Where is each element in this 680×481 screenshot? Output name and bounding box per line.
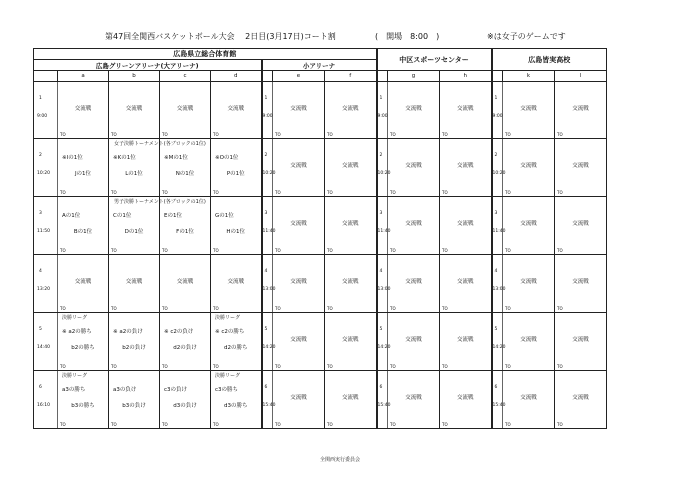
court-e: e: [273, 71, 325, 82]
game-cell: 交流戦 TO: [160, 255, 211, 313]
game-cell: Gの1位 Hの1位 TO: [211, 197, 262, 255]
game-cell: 交流戦 TO: [440, 371, 492, 429]
court-h: h: [440, 71, 492, 82]
game-cell: 交流戦 TO: [211, 82, 262, 139]
game-cell: 交流戦 TO: [388, 371, 440, 429]
footer-committee: 全関西実行委員会: [319, 457, 360, 463]
game-cell: 交流戦 TO: [58, 255, 109, 313]
game-cell: 交流戦 TO: [388, 197, 440, 255]
game-cell: 交流戦 TO: [503, 82, 555, 139]
game-cell: 交流戦 TO: [273, 82, 325, 139]
game-cell: 決勝リーグ a3の勝ち b3の勝ち TO: [58, 371, 109, 429]
slot-row-3: 3 11:50 男子決勝トーナメント(各ブロックの1位) Aの1位 Bの1位 TO Cの1位 Dの1位 TO Eの1位 Fの1位 TO Gの1位 Hの1位 TO 3 11:40 交流戦 TO 交流戦 TO 3 11:40 交流戦 TO 交流戦 TO 3 11:40 交流戦 TO 交流戦 TO: [34, 197, 607, 255]
game-cell: 交流戦 TO: [325, 255, 377, 313]
game-cell: 交流戦 TO: [440, 82, 492, 139]
game-cell: 男子決勝トーナメント(各ブロックの1位) Aの1位 Bの1位 TO: [58, 197, 109, 255]
game-cell: 交流戦 TO: [555, 139, 607, 197]
slot-row-5: 5 14:40 決勝リーグ ※ a2の勝ち b2の勝ち TO ※ a2の負け b2の負け TO ※ c2の負け d2の負け TO 決勝リーグ ※ c2の勝ち d2の勝ち TO 5 14:20 交流戦 TO 交流戦 TO 5 14:20 交流戦 TO 交流戦 TO 5 14:20 交流戦 TO 交流戦 TO: [34, 313, 607, 371]
game-cell: 交流戦 TO: [555, 82, 607, 139]
court-l: l: [555, 71, 607, 82]
game-cell: 交流戦 TO: [503, 313, 555, 371]
game-cell: 交流戦 TO: [273, 371, 325, 429]
women-note: ※は女子のゲームです: [487, 32, 566, 41]
game-cell: 交流戦 TO: [58, 82, 109, 139]
game-cell: 交流戦 TO: [503, 371, 555, 429]
game-cell: 女子決勝トーナメント(各ブロックの1位) ※Iの1位 Jの1位 TO: [58, 139, 109, 197]
game-cell: 交流戦 TO: [503, 139, 555, 197]
court-g: g: [388, 71, 440, 82]
court-f: f: [325, 71, 377, 82]
opening-time: ( 開場 8:00 ): [375, 32, 440, 41]
game-cell: 交流戦 TO: [555, 313, 607, 371]
venue-minatogawa: 広島皆実高校: [492, 49, 607, 71]
game-cell: 交流戦 TO: [325, 371, 377, 429]
game-cell: 交流戦 TO: [109, 82, 160, 139]
slot-row-4: 4 13:20 交流戦 TO 交流戦 TO 交流戦 TO 交流戦 TO 4 13:00 交流戦 TO 交流戦 TO 4 13:00 交流戦 TO 交流戦 TO 4 13:00 交流戦 TO 交流戦 TO: [34, 255, 607, 313]
game-cell: ※Kの1位 Lの1位 TO: [109, 139, 160, 197]
final-league-label: 決勝リーグ: [215, 373, 241, 379]
game-cell: 交流戦 TO: [388, 313, 440, 371]
game-cell: ※ c2の負け d2の負け TO: [160, 313, 211, 371]
women-tournament-band: 女子決勝トーナメント(各ブロックの1位): [114, 141, 206, 147]
game-cell: 交流戦 TO: [325, 313, 377, 371]
slot-row-2: 2 10:20 女子決勝トーナメント(各ブロックの1位) ※Iの1位 Jの1位 TO ※Kの1位 Lの1位 TO ※Mの1位 Nの1位 TO ※Oの1位 Pの1位 TO 2 10:20 交流戦 TO 交流戦 TO 2 10:20 交流戦 TO 交流戦 TO 2 10:20 交流戦 TO 交流戦 TO: [34, 139, 607, 197]
game-cell: 交流戦 TO: [388, 82, 440, 139]
game-cell: 交流戦 TO: [503, 255, 555, 313]
game-cell: 交流戦 TO: [440, 255, 492, 313]
venue-small-arena: 小アリーナ: [262, 60, 377, 71]
court-schedule-table: [33, 48, 607, 429]
game-cell: 交流戦 TO: [388, 139, 440, 197]
game-cell: 交流戦 TO: [325, 197, 377, 255]
game-cell: 交流戦 TO: [273, 255, 325, 313]
game-cell: a3の負け b3の負け TO: [109, 371, 160, 429]
slot-row-1: 1 9:00 交流戦 TO 交流戦 TO 交流戦 TO 交流戦 TO 1 9:00 交流戦 TO 交流戦 TO 1 9:00 交流戦 TO 交流戦 TO 1 9:00 交流戦 TO 交流戦 TO: [34, 82, 607, 139]
men-tournament-band: 男子決勝トーナメント(各ブロックの1位): [114, 199, 206, 205]
court-d: d: [211, 71, 262, 82]
game-cell: 決勝リーグ ※ a2の勝ち b2の勝ち TO: [58, 313, 109, 371]
court-b: b: [109, 71, 160, 82]
game-cell: 交流戦 TO: [273, 139, 325, 197]
final-league-label: 決勝リーグ: [62, 315, 88, 321]
game-cell: 交流戦 TO: [503, 197, 555, 255]
venue-hiroshima-pref: 広島県立総合体育館: [34, 49, 377, 60]
venue-naka-ku: 中区スポーツセンター: [377, 49, 492, 71]
game-cell: 交流戦 TO: [388, 255, 440, 313]
game-cell: 決勝リーグ c3の勝ち d3の勝ち TO: [211, 371, 262, 429]
game-cell: ※Oの1位 Pの1位 TO: [211, 139, 262, 197]
game-cell: Cの1位 Dの1位 TO: [109, 197, 160, 255]
game-cell: 交流戦 TO: [109, 255, 160, 313]
game-cell: 交流戦 TO: [555, 197, 607, 255]
game-cell: 交流戦 TO: [211, 255, 262, 313]
game-cell: 交流戦 TO: [325, 139, 377, 197]
game-cell: 交流戦 TO: [325, 82, 377, 139]
court-a: a: [58, 71, 109, 82]
game-cell: c3の負け d3の負け TO: [160, 371, 211, 429]
game-cell: ※ a2の負け b2の負け TO: [109, 313, 160, 371]
court-k: k: [503, 71, 555, 82]
slot-row-6: 6 16:10 決勝リーグ a3の勝ち b3の勝ち TO a3の負け b3の負け TO c3の負け d3の負け TO 決勝リーグ c3の勝ち d3の勝ち TO 6 15:40 交流戦 TO 交流戦 TO 6 15:40 交流戦 TO 交流戦 TO 6 15:40 交流戦 TO 交流戦 TO: [34, 371, 607, 429]
court-c: c: [160, 71, 211, 82]
game-cell: 交流戦 TO: [440, 313, 492, 371]
game-cell: Eの1位 Fの1位 TO: [160, 197, 211, 255]
document-title: 第47回全関西バスケットボール大会 2日目(3月17日)コート割: [105, 32, 336, 41]
game-cell: 交流戦 TO: [440, 197, 492, 255]
game-cell: 交流戦 TO: [555, 255, 607, 313]
game-cell: 交流戦 TO: [273, 313, 325, 371]
final-league-label: 決勝リーグ: [62, 373, 88, 379]
venue-green-arena: 広島グリーンアリーナ(大アリーナ): [34, 60, 262, 71]
game-cell: ※Mの1位 Nの1位 TO: [160, 139, 211, 197]
game-cell: 交流戦 TO: [160, 82, 211, 139]
game-cell: 交流戦 TO: [555, 371, 607, 429]
game-cell: 決勝リーグ ※ c2の勝ち d2の勝ち TO: [211, 313, 262, 371]
game-cell: 交流戦 TO: [440, 139, 492, 197]
final-league-label: 決勝リーグ: [215, 315, 241, 321]
document-header: [0, 31, 680, 45]
game-cell: 交流戦 TO: [273, 197, 325, 255]
